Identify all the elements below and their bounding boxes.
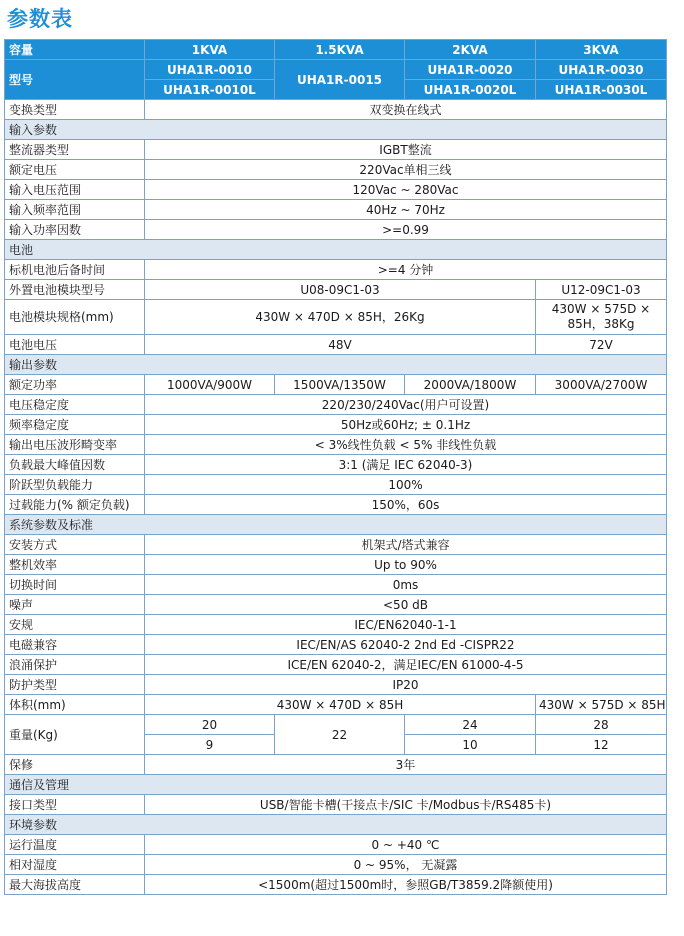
row-label: 额定功率 [5,375,145,395]
row-value: 48V [145,335,536,355]
row-value: < 3%线性负载 < 5% 非线性负载 [145,435,667,455]
row-label: 整机效率 [5,555,145,575]
table-row [5,835,667,855]
row-value: 40Hz ~ 70Hz [145,200,667,220]
row-label: 体积(mm) [5,695,145,715]
table-row [5,375,667,395]
row-label: 噪声 [5,595,145,615]
section-header [5,815,667,835]
row-value: 1000VA/900W [145,375,275,395]
row-label: 安装方式 [5,535,145,555]
model-1a: UHA1R-0010 [145,60,275,80]
row-value: 9 [145,735,275,755]
row-value: 120Vac ~ 280Vac [145,180,667,200]
table-row [5,635,667,655]
row-label: 负载最大峰值因数 [5,455,145,475]
table-row [5,495,667,515]
row-label: 电池模块规格(mm) [5,300,145,335]
table-row [5,160,667,180]
row-label: 浪涌保护 [5,655,145,675]
model-4a: UHA1R-0030 [536,60,667,80]
row-value: 3000VA/2700W [536,375,667,395]
row-value: 2000VA/1800W [405,375,536,395]
table-row [5,415,667,435]
row-label: 外置电池模块型号 [5,280,145,300]
row-label: 接口类型 [5,795,145,815]
table-row [5,300,667,335]
table-row [5,595,667,615]
row-label: 额定电压 [5,160,145,180]
row-label: 标机电池后备时间 [5,260,145,280]
table-row [5,220,667,240]
row-value: 430W × 575D × 85H [536,695,667,715]
row-label: 保修 [5,755,145,775]
row-value: 430W × 470D × 85H [145,695,536,715]
table-row [5,435,667,455]
row-value: IEC/EN62040-1-1 [145,615,667,635]
table-row [5,455,667,475]
row-label: 切换时间 [5,575,145,595]
spec-table [4,39,667,895]
row-value: 12 [536,735,667,755]
row-value: IEC/EN/AS 62040-2 2nd Ed -CISPR22 [145,635,667,655]
row-value: 28 [536,715,667,735]
row-label: 输入电压范围 [5,180,145,200]
table-row [5,200,667,220]
table-row [5,335,667,355]
section-header [5,240,667,260]
row-value: >=4 分钟 [145,260,667,280]
page-title: 参数表 [7,7,73,31]
row-value: 20 [145,715,275,735]
row-label: 相对湿度 [5,855,145,875]
row-label: 电池电压 [5,335,145,355]
row-label: 变换类型 [5,100,145,120]
row-value: >=0.99 [145,220,667,240]
row-value: 430W × 575D × 85H，38Kg [536,300,667,335]
row-value: 150%，60s [145,495,667,515]
row-label: 运行温度 [5,835,145,855]
model-1b: UHA1R-0010L [145,80,275,100]
section-title: 电池 [5,240,667,260]
table-row [5,675,667,695]
table-row [5,555,667,575]
row-value: IP20 [145,675,667,695]
row-label: 电磁兼容 [5,635,145,655]
capacity-4: 3KVA [536,40,667,60]
table-row [5,755,667,775]
row-value: 0 ~ 95%， 无凝露 [145,855,667,875]
model-row [5,60,667,80]
row-label: 输出电压波形畸变率 [5,435,145,455]
model-label: 型号 [5,60,145,100]
row-value: 1500VA/1350W [275,375,405,395]
table-row [5,280,667,300]
row-value: U12-09C1-03 [536,280,667,300]
section-title: 通信及管理 [5,775,667,795]
row-value: <1500m(超过1500m时，参照GB/T3859.2降额使用) [145,875,667,895]
row-label: 整流器类型 [5,140,145,160]
row-value: 10 [405,735,536,755]
row-label: 最大海拔高度 [5,875,145,895]
row-label: 电压稳定度 [5,395,145,415]
row-label: 输入功率因数 [5,220,145,240]
model-4b: UHA1R-0030L [536,80,667,100]
capacity-2: 1.5KVA [275,40,405,60]
row-value: 50Hz或60Hz; ± 0.1Hz [145,415,667,435]
capacity-3: 2KVA [405,40,536,60]
row-label: 阶跃型负载能力 [5,475,145,495]
table-row [5,260,667,280]
row-label: 防护类型 [5,675,145,695]
table-row [5,615,667,635]
table-row [5,855,667,875]
row-value: 22 [275,715,405,755]
row-value: 机架式/塔式兼容 [145,535,667,555]
row-value: 3年 [145,755,667,775]
model-3a: UHA1R-0020 [405,60,536,80]
capacity-label: 容量 [5,40,145,60]
section-header [5,515,667,535]
row-value: 220Vac单相三线 [145,160,667,180]
row-value: 3:1 (满足 IEC 62040-3) [145,455,667,475]
table-row [5,180,667,200]
section-header [5,775,667,795]
row-value: 0ms [145,575,667,595]
row-label: 频率稳定度 [5,415,145,435]
row-value: 100% [145,475,667,495]
section-header [5,120,667,140]
row-value: ICE/EN 62040-2，满足IEC/EN 61000-4-5 [145,655,667,675]
table-row [5,100,667,120]
table-row [5,475,667,495]
row-value: 430W × 470D × 85H，26Kg [145,300,536,335]
table-row [5,695,667,715]
row-value: <50 dB [145,595,667,615]
table-row [5,715,667,735]
table-row [5,140,667,160]
row-value: 双变换在线式 [145,100,667,120]
row-value: 220/230/240Vac(用户可设置) [145,395,667,415]
row-value: 0 ~ +40 ℃ [145,835,667,855]
section-title: 输出参数 [5,355,667,375]
row-label: 过载能力(% 额定负载) [5,495,145,515]
row-value: IGBT整流 [145,140,667,160]
section-title: 输入参数 [5,120,667,140]
table-row [5,655,667,675]
table-row [5,395,667,415]
row-label: 安规 [5,615,145,635]
table-row [5,875,667,895]
section-title: 环境参数 [5,815,667,835]
row-value: Up to 90% [145,555,667,575]
row-value: 72V [536,335,667,355]
table-row [5,575,667,595]
model-3b: UHA1R-0020L [405,80,536,100]
row-value: USB/智能卡槽(干接点卡/SIC 卡/Modbus卡/RS485卡) [145,795,667,815]
row-value: U08-09C1-03 [145,280,536,300]
section-header [5,355,667,375]
capacity-row [5,40,667,60]
section-title: 系统参数及标准 [5,515,667,535]
model-2: UHA1R-0015 [275,60,405,100]
row-label: 重量(Kg) [5,715,145,755]
capacity-1: 1KVA [145,40,275,60]
row-label: 输入频率范围 [5,200,145,220]
row-value: 24 [405,715,536,735]
table-row [5,535,667,555]
table-row [5,795,667,815]
